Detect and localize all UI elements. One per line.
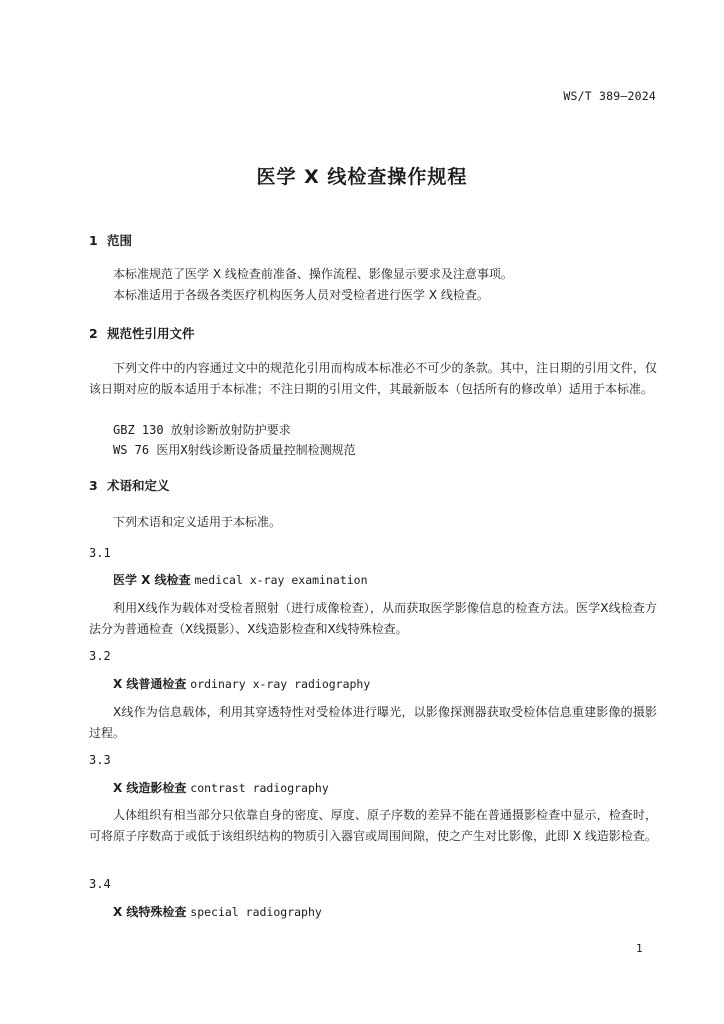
- section-number: 3: [89, 478, 98, 493]
- section-1-heading: [89, 231, 132, 249]
- section-title: 范围: [107, 233, 133, 248]
- section-title: 规范性引用文件: [107, 326, 195, 341]
- document-title: 医学 X 线检查操作规程: [256, 166, 468, 188]
- paragraph: 本标准规范了医学 X 线检查前准备、操作流程、影像显示要求及注意事项。: [113, 267, 513, 281]
- term-definition: 人体组织有相当部分只依靠自身的密度、厚度、原子序数的差异不能在普通摄影检查中显示，检查时，可将原子序数高于或低于该组织结构的物质引入器官或周围间隙，使之产生对比影像，此即 X 线造影检查。: [89, 808, 657, 843]
- term-heading: [113, 675, 370, 692]
- term-zh: X 线造影检查: [113, 781, 187, 795]
- term-heading: [113, 779, 329, 796]
- paragraph: 下列术语和定义适用于本标准。: [113, 515, 282, 529]
- term-zh: 医学 X 线检查: [113, 573, 191, 587]
- reference-item: GBZ 130 放射诊断放射防护要求: [113, 423, 291, 437]
- term-number: 3.2: [89, 649, 111, 663]
- term-en: medical x-ray examination: [194, 573, 368, 587]
- term-number: 3.1: [89, 546, 111, 560]
- section-3-heading: [89, 476, 170, 494]
- term-definition: X线作为信息载体，利用其穿透特性对受检体进行曝光，以影像探测器获取受检体信息重建影像的摄影过程。: [89, 705, 657, 740]
- term-definition: 利用X线作为载体对受检者照射（进行成像检查），从而获取医学影像信息的检查方法。医学X线检查方法分为普通检查（X线摄影）、X线造影检查和X线特殊检查。: [89, 601, 657, 636]
- term-en: special radiography: [190, 905, 322, 919]
- term-zh: X 线特殊检查: [113, 905, 187, 919]
- term-number: 3.4: [89, 877, 111, 891]
- term-heading: [113, 903, 322, 920]
- term-heading: [113, 571, 368, 588]
- page-number: 1: [636, 942, 643, 955]
- paragraph: 本标准适用于各级各类医疗机构医务人员对受检者进行医学 X 线检查。: [113, 288, 489, 302]
- paragraph: 下列文件中的内容通过文中的规范化引用而构成本标准必不可少的条款。其中，注日期的引用文件，仅该日期对应的版本适用于本标准；不注日期的引用文件，其最新版本（包括所有的修改单）适用于本标准。: [89, 361, 657, 396]
- section-title: 术语和定义: [107, 478, 170, 493]
- standard-code: WS/T 389—2024: [563, 89, 656, 103]
- term-zh: X 线普通检查: [113, 677, 187, 691]
- term-en: ordinary x-ray radiography: [190, 677, 371, 691]
- section-2-heading: [89, 324, 195, 342]
- term-en: contrast radiography: [190, 781, 329, 795]
- section-number: 2: [89, 326, 98, 341]
- reference-item: WS 76 医用X射线诊断设备质量控制检测规范: [113, 443, 356, 457]
- section-number: 1: [89, 233, 98, 248]
- term-number: 3.3: [89, 753, 111, 767]
